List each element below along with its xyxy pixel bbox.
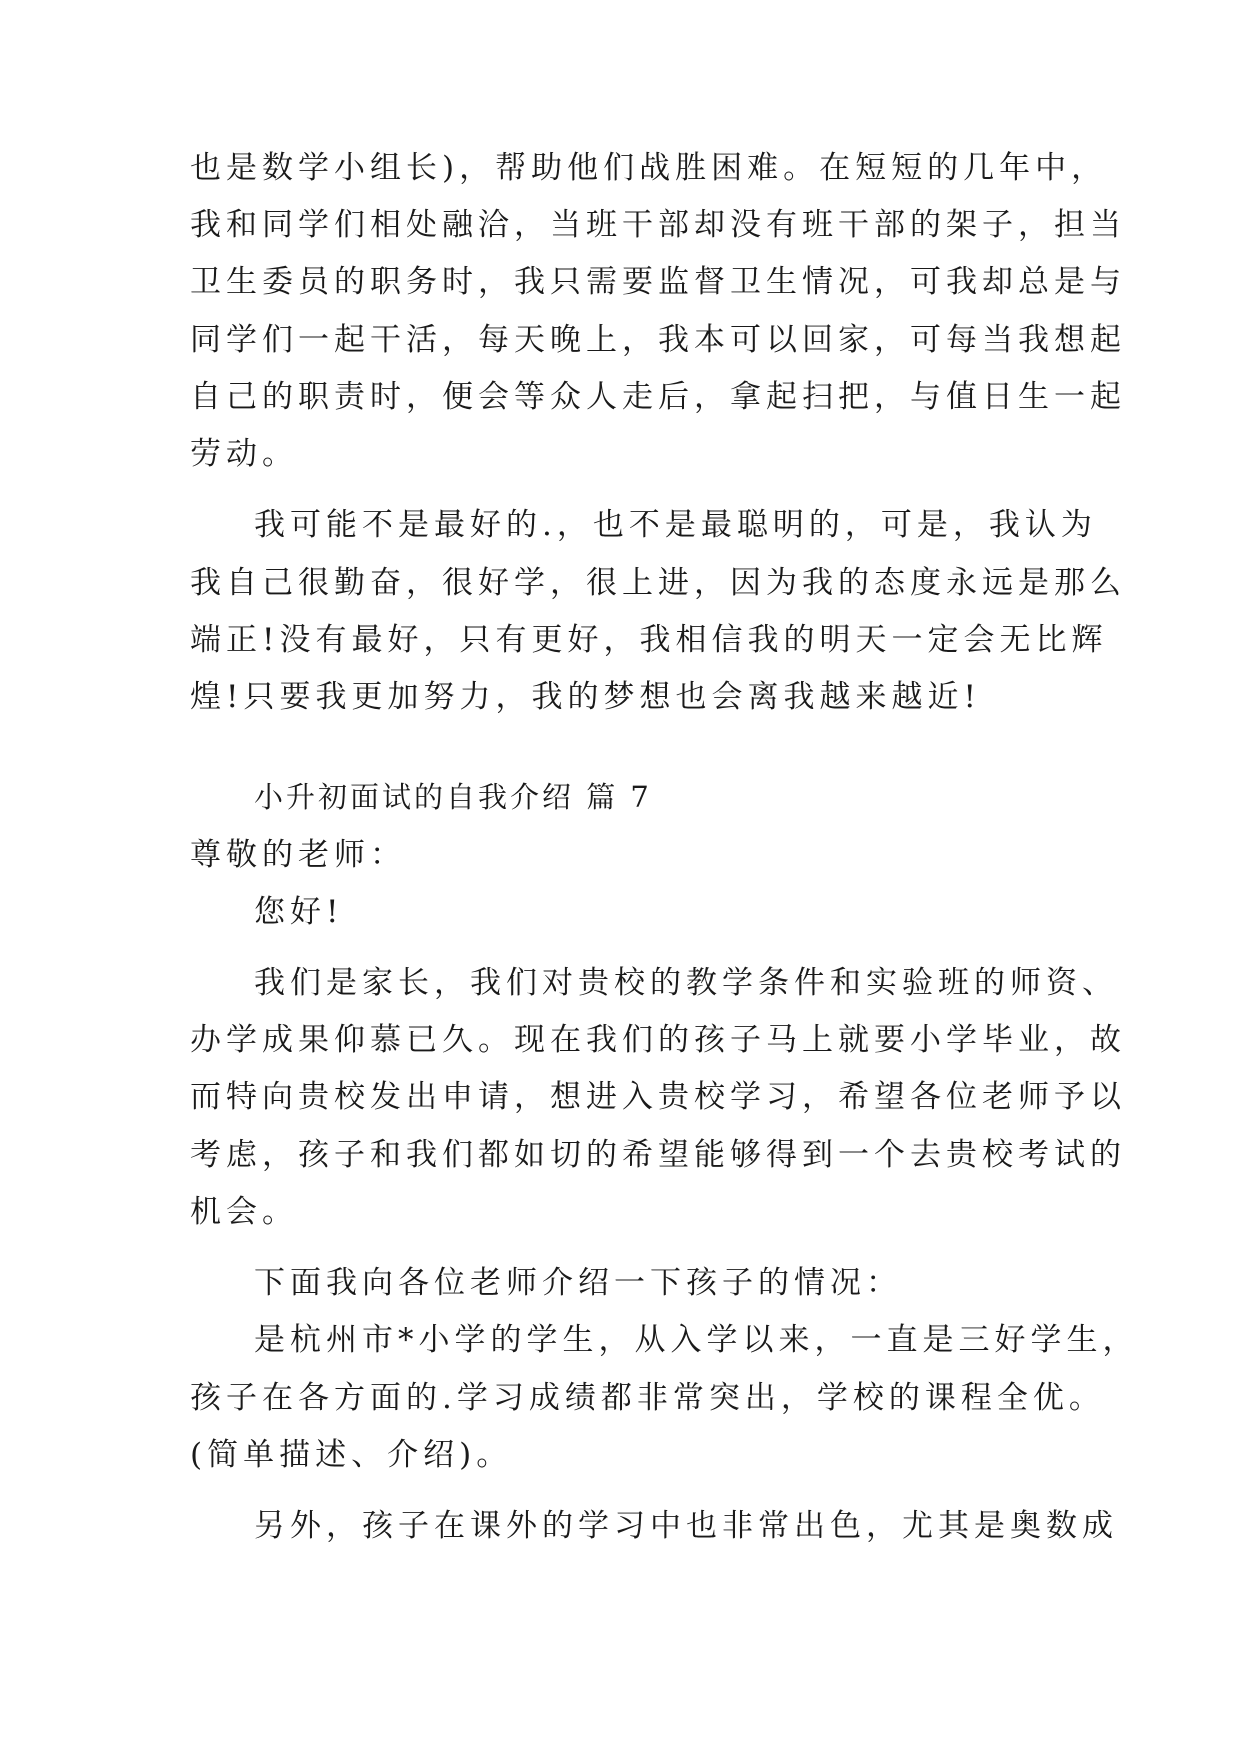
paragraph-3-line-1: 我们是家长，我们对贵校的教学条件和实验班的师资、	[254, 965, 1118, 1001]
paragraph-1-line-2: 我和同学们相处融洽，当班干部却没有班干部的架子，担当	[190, 207, 1126, 243]
paragraph-1-line-4: 同学们一起干活，每天晚上，我本可以回家，可每当我想起	[190, 322, 1126, 358]
paragraph-5-line-2: 孩子在各方面的.学习成绩都非常突出，学校的课程全优。	[190, 1380, 1105, 1416]
section-title: 小升初面试的自我介绍 篇 7	[254, 780, 652, 814]
paragraph-3-line-3: 而特向贵校发出申请，想进入贵校学习，希望各位老师予以	[190, 1079, 1126, 1115]
paragraph-1-line-1: 也是数学小组长)，帮助他们战胜困难。在短短的几年中，	[190, 150, 1108, 186]
paragraph-2-line-1: 我可能不是最好的.，也不是最聪明的，可是，我认为	[254, 507, 1097, 543]
paragraph-3-line-2: 办学成果仰慕已久。现在我们的孩子马上就要小学毕业，故	[190, 1022, 1126, 1058]
paragraph-5-line-1: 是杭州市*小学的学生，从入学以来，一直是三好学生，	[254, 1322, 1139, 1358]
salutation: 尊敬的老师：	[190, 837, 406, 873]
paragraph-5-line-3: (简单描述、介绍)。	[190, 1437, 513, 1473]
paragraph-1-line-3: 卫生委员的职务时，我只需要监督卫生情况，可我却总是与	[190, 264, 1126, 300]
paragraph-1-line-6: 劳动。	[190, 436, 298, 472]
paragraph-1-line-5: 自己的职责时，便会等众人走后，拿起扫把，与值日生一起	[190, 379, 1126, 415]
paragraph-2-line-2: 我自己很勤奋，很好学，很上进，因为我的态度永远是那么	[190, 565, 1126, 601]
paragraph-4: 下面我向各位老师介绍一下孩子的情况：	[254, 1265, 902, 1301]
paragraph-2-line-3: 端正!没有最好，只有更好，我相信我的明天一定会无比辉	[190, 622, 1108, 658]
greeting: 您好!	[254, 894, 344, 930]
paragraph-6: 另外，孩子在课外的学习中也非常出色，尤其是奥数成	[254, 1508, 1118, 1544]
paragraph-3-line-4: 考虑，孩子和我们都如切的希望能够得到一个去贵校考试的	[190, 1137, 1126, 1173]
paragraph-3-line-5: 机会。	[190, 1194, 298, 1230]
paragraph-2-line-4: 煌!只要我更加努力，我的梦想也会离我越来越近!	[190, 679, 981, 715]
